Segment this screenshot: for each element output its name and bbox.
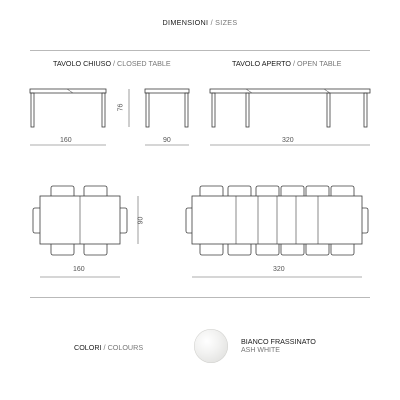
- title-separator: /: [208, 18, 216, 27]
- title-sub: SIZES: [215, 18, 238, 27]
- open-side-leg-outer-left: [212, 93, 215, 127]
- open-plan-view: [186, 186, 368, 255]
- colours-label: [74, 344, 143, 351]
- colours-label-separator: /: [101, 343, 108, 352]
- title-main: DIMENSIONI: [162, 18, 209, 27]
- closed-plan-view: [33, 186, 127, 255]
- closed-title-main: TAVOLO CHIUSO: [53, 59, 112, 68]
- open-side-leg-inner-left: [246, 93, 249, 127]
- finish-subtitle: ASH WHITE: [241, 347, 280, 354]
- finish-name: BIANCO FRASSINATO: [241, 337, 316, 346]
- open-title-separator: /: [290, 59, 297, 68]
- closed-title-separator: /: [111, 59, 118, 68]
- colours-label-sub: COLOURS: [107, 343, 144, 352]
- closed-side-leg-right: [102, 93, 105, 127]
- open-title-main: TAVOLO APERTO: [232, 59, 291, 68]
- bottom-divider: [30, 297, 370, 298]
- closed-length-label: 160: [60, 137, 72, 144]
- open-side-tabletop: [210, 89, 370, 93]
- plan-closed-length-label: 160: [73, 266, 85, 273]
- plan-width-label: 90: [137, 216, 145, 225]
- closed-side-view: [30, 89, 106, 127]
- ash-white-swatch[interactable]: [194, 329, 228, 363]
- open-side-leg-inner-right: [327, 93, 330, 127]
- open-side-view: [210, 89, 370, 127]
- closed-title-sub: CLOSED TABLE: [117, 59, 171, 68]
- closed-end-leg-right: [185, 93, 188, 127]
- colours-label-main: COLORI: [74, 343, 102, 352]
- open-title-sub: OPEN TABLE: [296, 59, 342, 68]
- closed-end-leg-left: [146, 93, 149, 127]
- height-label: 76: [117, 103, 125, 112]
- closed-end-tabletop: [145, 89, 189, 93]
- open-length-label: 320: [282, 137, 294, 144]
- closed-end-view: [145, 89, 189, 127]
- closed-width-label: 90: [163, 137, 171, 144]
- open-side-leg-outer-right: [364, 93, 367, 127]
- plan-open-length-label: 320: [273, 266, 285, 273]
- closed-side-leg-left: [31, 93, 34, 127]
